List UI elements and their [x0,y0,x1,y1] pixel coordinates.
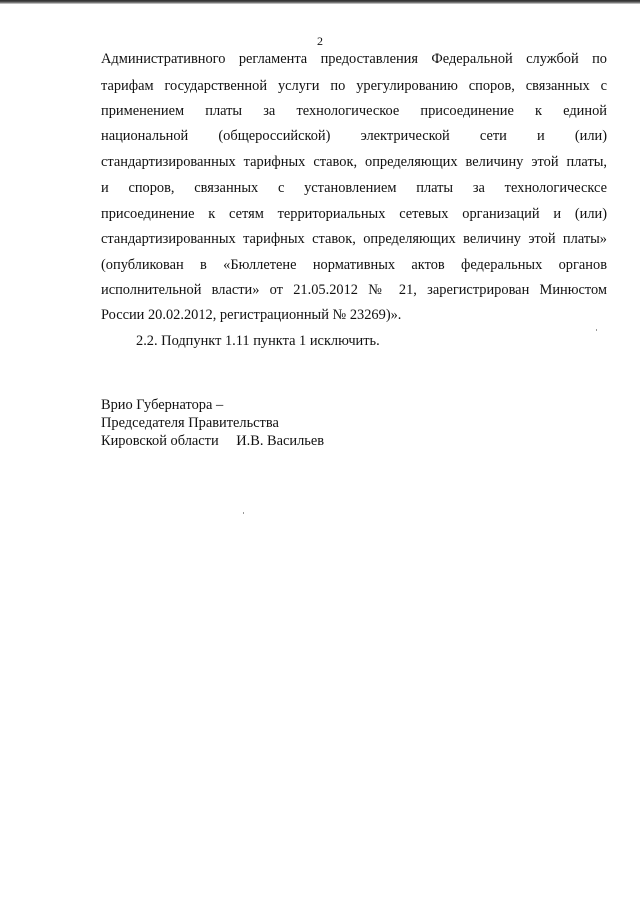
paragraph-line: Административного регламента предоставления Федеральной службой по [101,51,607,67]
paragraph-line: стандартизированных тарифных ставок, определяющих величину этой платы, [101,154,607,170]
signature-title-line: Кировской области [101,433,219,449]
paragraph-line: (опубликован в «Бюллетене нормативных актов федеральных органов [101,257,607,273]
paragraph-line: применением платы за технологическое присоединение к единой [101,103,607,119]
paragraph-line: исполнительной власти» от 21.05.2012 № 21, зарегистрирован Минюстом [101,282,607,298]
signatory-name: И.В. Васильев [236,433,325,449]
paragraph-line: стандартизированных тарифных ставок, определяющих величину этой платы» [101,231,607,247]
scan-top-edge [0,0,640,4]
paragraph-line: тарифам государственной услуги по урегулированию споров, связанных с [101,78,607,94]
paragraph-line: и споров, связанных с установлением платы за технологическсе [101,180,607,196]
signature-region-line [101,432,324,451]
signature-title-line: Председателя Правительства [101,415,279,431]
signature-title-line: Врио Губернатора – [101,397,224,413]
paragraph-line: России 20.02.2012, регистрационный № 23269)». [101,307,402,323]
clause-2-2: 2.2. Подпункт 1.11 пункта 1 исключить. [136,333,380,349]
scan-speck [596,329,597,331]
page-number: 2 [317,34,323,48]
scan-speck [243,512,244,514]
paragraph-line: присоединение к сетям территориальных сетевых организаций и (или) [101,206,607,222]
paragraph-line: национальной (общероссийской) электрической сети и (или) [101,128,607,144]
